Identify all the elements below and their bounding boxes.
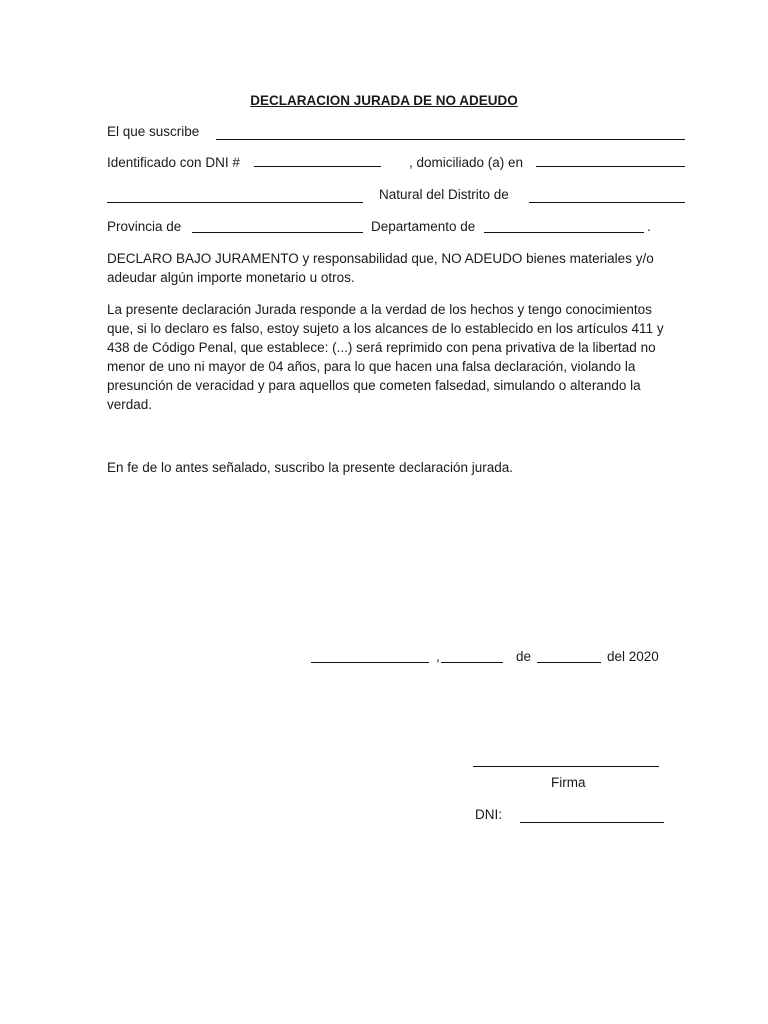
month-blank-line[interactable] (537, 662, 601, 663)
departamento-label: Departamento de (371, 219, 476, 234)
date-comma: , (436, 649, 440, 664)
year-label: del 2020 (607, 649, 659, 664)
document-title: DECLARACION JURADA DE NO ADEUDO (250, 93, 518, 108)
legal-paragraph: La presente declaración Jurada responde a la verdad de los hechos y tengo conocimientos que, si lo declaro es falso, estoy sujeto a los alcances de lo establecido en los artículos 411 y 438 de Código Penal, que establece: (...) será reprimido con pena privativa de la libertad no menor de uno ni mayor de 04 años, para lo que hacen una falsa declaración, violando la presunción de veracidad y para aquellos que cometen falsedad, simulando o alterando la verdad. (107, 302, 664, 412)
provincia-label: Provincia de (107, 219, 182, 234)
departamento-blank-line[interactable] (484, 232, 644, 233)
provincia-blank-line[interactable] (192, 232, 363, 233)
place-blank-line[interactable] (311, 662, 429, 663)
distrito-blank-line[interactable] (529, 202, 685, 203)
date-de-label: de (516, 649, 532, 664)
natural-distrito-label: Natural del Distrito de (379, 187, 509, 202)
domicilio-label: , domiciliado (a) en (409, 155, 524, 170)
signature-line[interactable] (473, 766, 659, 767)
dni-blank-line[interactable] (254, 166, 381, 167)
domicilio-blank-line[interactable] (536, 166, 685, 167)
suscribe-blank-line[interactable] (216, 139, 685, 140)
suscribe-label: El que suscribe (107, 124, 200, 139)
closing-paragraph: En fe de lo antes señalado, suscribo la presente declaración jurada. (107, 460, 514, 475)
day-blank-line[interactable] (441, 662, 503, 663)
declaro-paragraph: DECLARO BAJO JURAMENTO y responsabilidad que, NO ADEUDO bienes materiales y/o adeudar algún importe monetario u otros. (107, 251, 654, 285)
dni-label: Identificado con DNI # (107, 155, 240, 170)
signature-dni-blank-line[interactable] (520, 822, 664, 823)
firma-label: Firma (551, 775, 586, 790)
address-blank-line[interactable] (107, 202, 363, 203)
signature-dni-label: DNI: (475, 807, 502, 822)
departamento-period: . (647, 219, 651, 234)
